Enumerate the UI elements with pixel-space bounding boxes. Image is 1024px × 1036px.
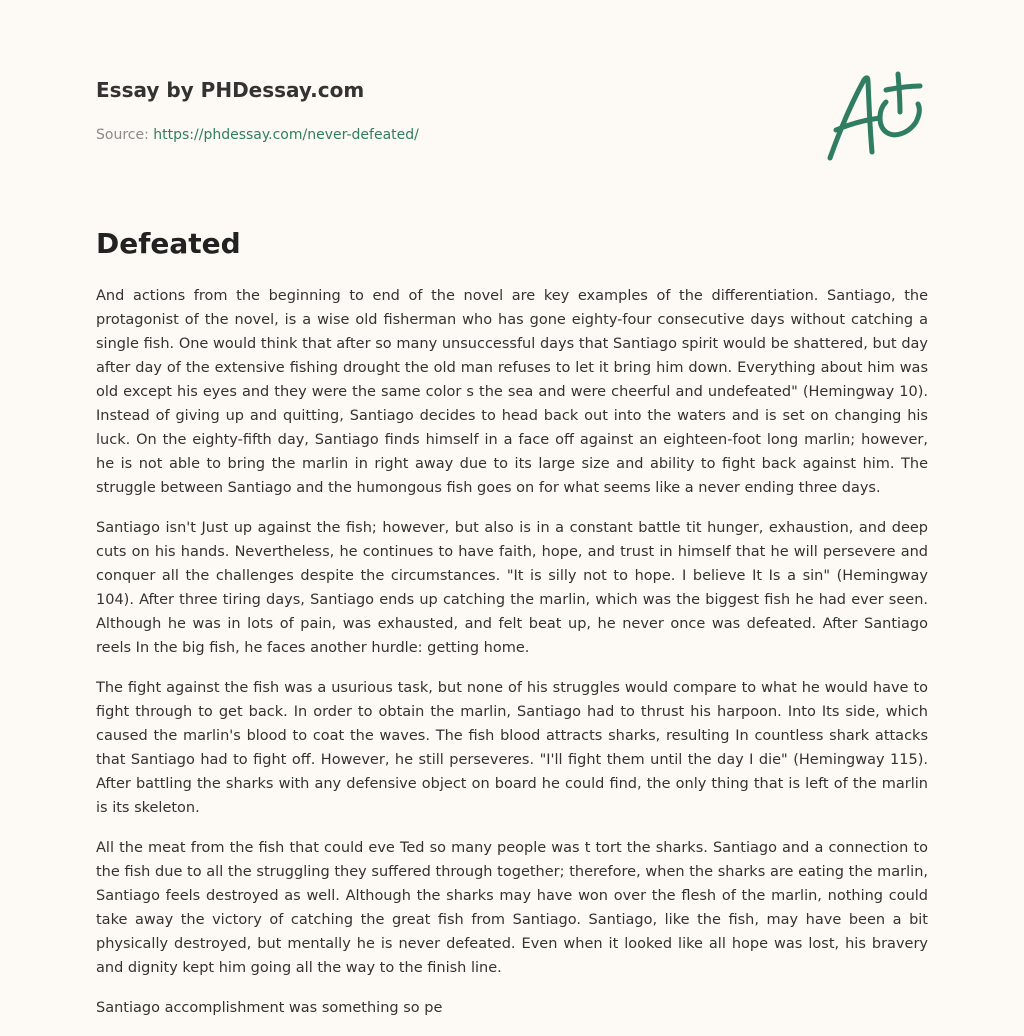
essay-paragraph: Santiago isn't Just up against the fish; however, but also is in a constant battle tit hunger, exhaustion, and deep cuts on his hands. Nevertheless, he continues to have faith, hope, and trust in himself that he will persevere and conquer all the challenges despite the circumstances. "It is silly not to hope. I believe It Is a sin" (Hemingway 104). After three tiring days, Santiago ends up catching the marlin, which was the biggest fish he had ever seen. Although he was in lots of pain, was exhausted, and felt beat up, he never once was defeated. After Santiago reels In the big fish, he faces another hurdle: getting home.	[96, 520, 928, 656]
source-line	[96, 125, 796, 145]
a-plus-grade-icon	[822, 68, 926, 164]
essay-title: Defeated	[96, 227, 241, 260]
source-link[interactable]: https://phdessay.com/never-defeated/	[153, 127, 419, 143]
site-title: Essay by PHDessay.com	[96, 78, 365, 102]
document-header	[96, 76, 796, 145]
essay-paragraph: All the meat from the fish that could eve Ted so many people was t tort the sharks. Santiago and a connection to the fish due to all the struggling they suffered through together; therefore, when the sharks are eating the marlin, Santiago feels destroyed as well. Although the sharks may have won over the flesh of the marlin, nothing could take away the victory of catching the great fish from Santiago. Santiago, like the fish, may have been a bit physically destroyed, but mentally he is never defeated. Even when it looked like all hope was lost, his bravery and dignity kept him going all the way to the finish line.	[96, 840, 928, 976]
essay-paragraph: The fight against the fish was a usurious task, but none of his struggles would compare to what he would have to fight through to get back. In order to obtain the marlin, Santiago had to thrust his harpoon. Into Its side, which caused the marlin's blood to coat the waves. The fish blood attracts sharks, resulting In countless shark attacks that Santiago had to fight off. However, he still perseveres. "I'll fight them until the day I die" (Hemingway 115). After battling the sharks with any defensive object on board he could find, the only thing that is left of the marlin is its skeleton.	[96, 680, 928, 816]
essay-paragraph: And actions from the beginning to end of the novel are key examples of the differentiation. Santiago, the protagonist of the novel, is a wise old fisherman who has gone eighty-four consecutive days without catching a single fish. One would think that after so many unsuccessful days that Santiago spirit would be shattered, but day after day of the extensive fishing drought the old man refuses to let it bring him down. Everything about him was old except his eyes and they were the same color s the sea and were cheerful and undefeated" (Hemingway 10). Instead of giving up and quitting, Santiago decides to head back out into the waters and is set on changing his luck. On the eighty-fifth day, Santiago finds himself in a face off against an eighteen-foot long marlin; however, he is not able to bring the marlin in right away due to its large size and ability to fight back against him. The struggle between Santiago and the humongous fish goes on for what seems like a never ending three days.	[96, 288, 928, 496]
essay-paragraph: Santiago accomplishment was something so pe	[96, 1000, 443, 1016]
source-label: Source:	[96, 127, 149, 143]
essay-body	[96, 284, 928, 1036]
